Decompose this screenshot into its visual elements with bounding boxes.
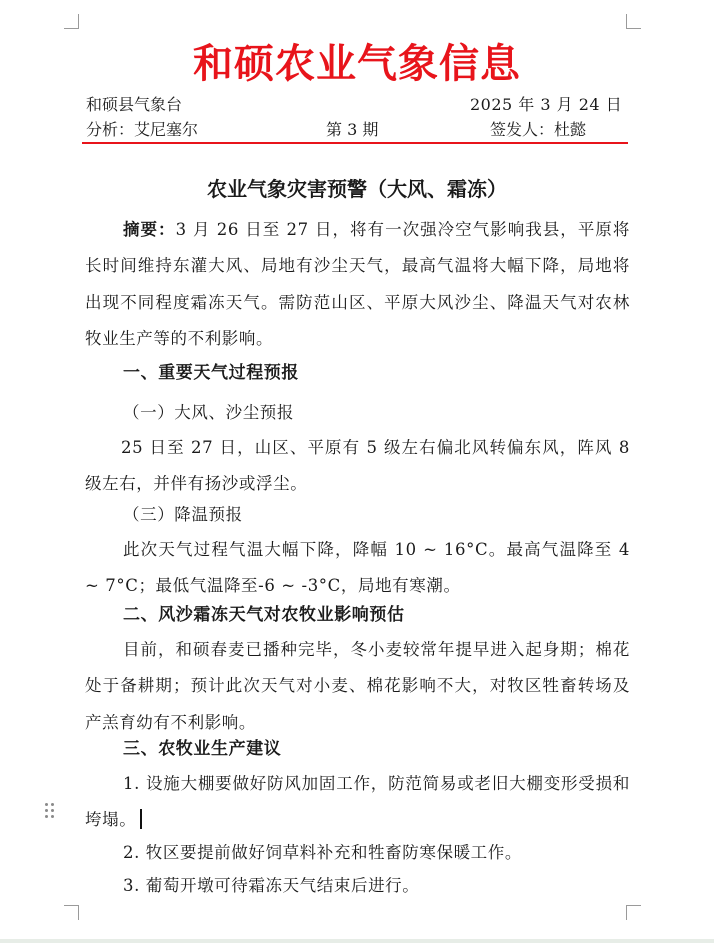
abstract-label: 摘要： (123, 220, 176, 239)
suggestion-item-2[interactable]: 2. 牧区要提前做好饲草料补充和牲畜防寒保暖工作。 (123, 843, 522, 862)
suggestion-item-3[interactable]: 3. 葡萄开墩可待霜冻天气结束后进行。 (123, 876, 420, 895)
abstract-paragraph[interactable] (85, 212, 630, 358)
page-corner-mark (64, 14, 79, 29)
text-cursor (140, 809, 142, 829)
section-1-heading[interactable]: 一、重要天气过程预报 (123, 363, 299, 383)
wind-forecast-paragraph[interactable]: 25 日至 27 日，山区、平原有 5 级左右偏北风转偏东风，阵风 8 级左右，并伴有扬沙或浮尘。 (85, 438, 630, 494)
subsection-cooling-heading[interactable]: （三）降温预报 (123, 505, 243, 524)
issue-number: 第 3 期 (326, 120, 379, 139)
impact-paragraph[interactable]: 目前，和硕春麦已播种完毕，冬小麦较常年提早进入起身期；棉花处于备耕期；预计此次天气对小麦、棉花影响不大，对牧区牲畜转场及产羔育幼有不利影响。 (85, 640, 630, 732)
section-2-heading[interactable]: 二、风沙霜冻天气对农牧业影响预估 (123, 605, 405, 625)
page-corner-mark (626, 905, 641, 920)
page-corner-mark (64, 905, 79, 920)
window-bottom-strip (0, 939, 714, 943)
header-divider (82, 142, 628, 144)
page-corner-mark (626, 14, 641, 29)
signer: 签发人：杜懿 (490, 120, 587, 139)
abstract-text: 3 月 26 日至 27 日，将有一次强冷空气影响我县，平原将长时间维持东灌大风、局地有沙尘天气，最高气温将大幅下降，局地将出现不同程度霜冻天气。需防范山区、平原大风沙尘、降温天气对农林牧业生产等的不利影响。 (85, 220, 630, 349)
section-3-heading[interactable]: 三、农牧业生产建议 (123, 739, 282, 759)
subsection-wind-heading[interactable]: （一）大风、沙尘预报 (123, 403, 294, 422)
drag-handle-icon[interactable] (45, 803, 57, 821)
issue-date: 2025 年 3 月 24 日 (470, 95, 623, 114)
analyst: 分析：艾尼塞尔 (86, 120, 199, 139)
suggestion-item-1[interactable] (85, 766, 630, 839)
suggestion-item-1-text: 1. 设施大棚要做好防风加固工作，防范简易或老旧大棚变形受损和垮塌。 (85, 774, 630, 830)
document-title: 农业气象灾害预警（大风、霜冻） (207, 177, 507, 201)
cooling-forecast-paragraph[interactable]: 此次天气过程气温大幅下降，降幅 10 ~ 16°C。最高气温降至 4 ~ 7°C；最低气温降至-6 ~ -3°C，局地有寒潮。 (85, 540, 630, 596)
masthead-title: 和硕农业气象信息 (193, 40, 521, 87)
issuer: 和硕县气象台 (86, 95, 183, 114)
